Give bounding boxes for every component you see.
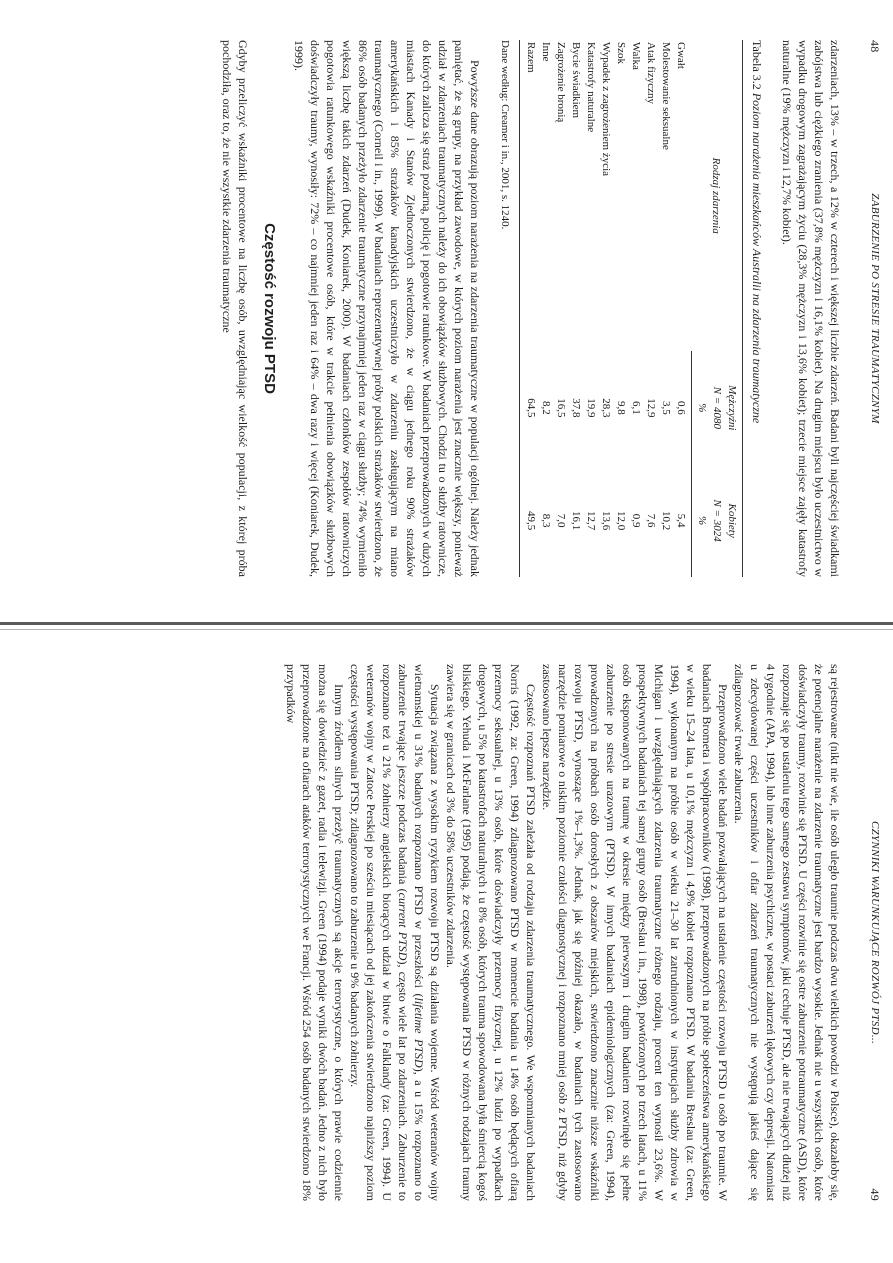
term-current-ptsd: current PTSD bbox=[396, 892, 410, 961]
table-row bbox=[658, 40, 673, 577]
cell-men: 28,3 bbox=[600, 398, 612, 418]
table-row bbox=[598, 40, 613, 577]
table-label: Tabela 3.2 bbox=[750, 40, 764, 90]
cell-women: 13,6 bbox=[600, 510, 612, 531]
cell-category: Szok bbox=[615, 42, 627, 64]
book-gutter-shadow bbox=[0, 622, 893, 625]
col-header-women: Kobiety bbox=[724, 464, 743, 577]
cell-category: Katastrofy naturalne bbox=[585, 42, 597, 133]
running-head-title: CZYNNIKI WARUNKUJĄCE ROZWÓJ PTSD... bbox=[869, 820, 881, 1044]
cell-women: 8,3 bbox=[540, 513, 552, 528]
table-row bbox=[538, 40, 553, 577]
cell-category: Bycie świadkiem bbox=[570, 42, 582, 119]
paragraph-rescue-services: Powyższe dane obrazują poziom narażenia na zdarzenia traumatyczne w populacji ogólnej. Należy jednak pamiętać, że są grupy, na przykład zawodowe, w których poziom narażenia jest znacznie większy, ponieważ udział w zdarzeniach traumatycznych należy do ich obowiązków służbowych. Chodzi tu o służby ratownicze, do których zalicza się straż pożarną, policję i pogotowie ratunkowe. W badaniach przeprowadzonych w dużych miastach Kanady i Stanów Zjednoczonych stwierdzono, że w ciągu jednego roku 90% strażaków amerykańskich i 85% strażaków kanadyjskich uczestniczyło w zdarzeniu zasługującym na miano traumatycznego (Corneil i in., 1999). W badaniach reprezentatywnej próby polskich strażaków stwierdzono, że 86% osób badanych przeżyło zdarzenie traumatyczne przynajmniej jeden raz w ciągu służby; 74% wymieniło większą liczbę takich zdarzeń (Dudek, Koniarek, 2000). W badaniach członków zespołów ratowniczych pogotowia ratunkowego wskaźniki procentowe osób, które w trakcie pełnienia obowiązków służbowych doświadczyły traumy, wynosiły: 72% – co najmniej jeden raz i 64% – dwa razy i więcej (Koniarek, Dudek, 1999). bbox=[292, 40, 482, 577]
page-number: 49 bbox=[868, 1188, 882, 1201]
table-row bbox=[520, 40, 539, 577]
paragraph-studies: Przeprowadzono wiele badań pozwalających na ustalenie częstości rozwoju PTSD u osób po traumie. W badaniach Brometa i współpracowników (1998), przeprowadzonych na próbie społeczeństwa amerykańskiego w wieku 15–24 lata, u 10,1% mężczyzn i 4,9% kobiet rozpoznano PTSD. W badaniu Breslau (za: Green, 1994), wykonanym na próbie osób w wieku 21–30 lat zatrudnionych w instytucjach służby zdrowia w Michigan i uwzględniających zdarzenia traumatyczne różnego rodzaju, procent ten wynosił 23,6%. W prospektywnych badaniach tej samej grupy osób (Breslau i in., 1998), powtórzonych po trzech latach, u 11% osób eksponowanych na traumę w okresie między pierwszym i drugim badaniem rozwinęło się pełne zaburzenie po stresie urazowym (PTSD). W innych badaniach epidemiologicznych (za: Green, 1994), prowadzonych na próbach osób dorosłych z obszarów miejskich, stwierdzono znacznie niższe wskaźniki rozwoju PTSD, wynoszące 1%–1,3%. Jednak, jak się później okazało, w badaniach tych zastosowano narzędzie pomiarowe o niskim poziomie czułości diagnostycznej i rozpoznano mniej osób z PTSD, niż gdyby zastosowano lepsze narzędzie. bbox=[540, 664, 730, 1201]
cell-women: 5,4 bbox=[675, 513, 687, 528]
cell-men: 6,1 bbox=[630, 400, 642, 415]
cell-women: 0,9 bbox=[630, 513, 642, 528]
col-header-men-n: N = 4080 bbox=[711, 386, 723, 429]
cell-women: 12,7 bbox=[585, 510, 597, 531]
col-header-men-unit: % bbox=[692, 351, 710, 464]
table-row bbox=[553, 40, 568, 577]
cell-men: 12,9 bbox=[645, 398, 657, 418]
cell-men: 19,9 bbox=[585, 398, 597, 418]
col-header-category: Rodzaj zdarzenia bbox=[692, 40, 743, 351]
cell-men: 0,6 bbox=[675, 400, 687, 415]
cell-category: Molestowanie seksualne bbox=[660, 42, 672, 150]
running-header bbox=[867, 664, 883, 1201]
cell-women: 12,0 bbox=[615, 510, 627, 531]
cell-category: Razem bbox=[520, 40, 539, 351]
cell-women: 7,6 bbox=[645, 513, 657, 528]
table-row bbox=[673, 40, 692, 577]
col-header-men: Mężczyźni bbox=[724, 351, 743, 464]
war-text-mid: ), a u 15% rozpoznano to zaburzenie trwające jeszcze podczas badania ( bbox=[396, 664, 426, 1201]
exposure-table bbox=[519, 40, 743, 577]
table-caption bbox=[749, 40, 765, 577]
page-48 bbox=[33, 12, 893, 605]
cell-category: Atak fizyczny bbox=[645, 42, 657, 104]
paragraph-event-types: Częstość rozpoznań PTSD zależała od rodzaju zdarzenia traumatycznego. We wspomnianych badaniach Norris (1992, za: Green, 1994) zdiagnozowano PTSD w momencie badania u 14% osób będących ofiarą przemocy seksualnej, u 13% osób, które doświadczyły przemocy fizycznej, u 12% ludzi po wypadkach drogowych, u 5% po katastrofach naturalnych i u 8% osób, których trauma spowodowana była śmiercią kogoś bliskiego. Yehuda i McFarlane (1995) podają, że częstość występowania PTSD w różnych rodzajach traumy zawiera się w granicach od 3% do 58% uczestników zdarzenia. bbox=[444, 664, 538, 1201]
paragraph-registration: są rejestrowane (nikt nie wie, ile osób uległo traumie podczas dwu wielkich powodzi w Polsce), okazałoby się, że potencjalne narażenie na zdarzenie traumatyczne jest bardzo wysokie. Jednak nie u wszystkich osób, które doświadczyły traumy, rozwinie się PTSD. U części rozwinie się ostre zaburzenie potraumatyczne (ASD), które rozpoznaje się po ustaleniu tego samego zestawu symptomów, jaki cechuje PTSD, ale nie trwających dłużej niż 4 tygodnie (APA, 1994), lub inne zaburzenia psychiczne, w postaci zaburzeń lękowych czy depresji. Natomiast u zdecydowanej części uczestników i ofiar zdarzeń traumatycznych nie występują jakieś dające się zdiagnozować trwałe zaburzenia. bbox=[732, 664, 842, 1201]
table-row bbox=[643, 40, 658, 577]
war-text-end: ), często wiele lat po zdarzeniach. Zaburzenie to rozpoznano też u 21% żołnierzy angielskich biorących udział w bitwie o Falklandy (za: Green, 1994). U weteranów wojny w Zatoce Perskiej po sześciu miesiącach od jej zakończenia stwierdzono najniższy poziom częstości występowania PTSD; zdiagnozowano to zaburzenie u 9% badanych żołnierzy. bbox=[348, 664, 410, 1202]
cell-men: 16,5 bbox=[555, 398, 567, 418]
paragraph-war bbox=[347, 664, 443, 1201]
page-number: 48 bbox=[868, 40, 882, 53]
cell-category: Inne bbox=[540, 42, 552, 62]
table-caption-text: Poziom narażenia mieszkańców Australii na zdarzenia traumatyczne bbox=[750, 92, 764, 424]
term-lifetime-ptsd: lifetime PTSD bbox=[412, 997, 426, 1068]
page-body bbox=[219, 40, 843, 577]
cell-men: 8,2 bbox=[540, 400, 552, 415]
cell-women: 49,5 bbox=[520, 464, 539, 577]
page-49 bbox=[33, 636, 893, 1229]
page-body bbox=[283, 664, 843, 1201]
intro-paragraph: zdarzeniach, 13% – w trzech, a 12% w czterech i większej liczbie zdarzeń. Badani byli najczęściej świadkami zabójstwa lub ciężkiego zranienia (37,8% mężczyzn i 16,1% kobiet). Na drugim miejscu było uczestnictwo w wypadku drogowym zagrażającym życiu (28,3% mężczyzn i 13,6% kobiet); trzecie miejsce zajęły katastrofy naturalne (19% mężczyzn i 12,7% kobiet). bbox=[780, 40, 842, 577]
cell-women: 7,0 bbox=[555, 513, 567, 528]
table-row bbox=[583, 40, 598, 577]
cell-men: 64,5 bbox=[520, 351, 539, 464]
running-header bbox=[867, 40, 883, 577]
cell-women: 10,2 bbox=[660, 510, 672, 531]
table-row bbox=[613, 40, 628, 577]
running-head-title: ZABURZENIE PO STRESIE TRAUMATYCZNYM bbox=[869, 193, 881, 424]
cell-men: 9,8 bbox=[615, 400, 627, 415]
cell-category: Gwałt bbox=[675, 42, 688, 69]
paragraph-ptsd-frequency: Gdyby przeliczyć wskaźniki procentowe na liczbę osób, uwzględniając wielkość populacji, z której próba pochodziła, oraz to, że nie wszystkie zdarzenia traumatyczne bbox=[220, 40, 250, 577]
table-row bbox=[628, 40, 643, 577]
table-source: Dane według: Creamer i in., 2001, s. 1240. bbox=[499, 40, 511, 230]
cell-men: 37,8 bbox=[570, 398, 582, 418]
section-heading: Częstość rozwoju PTSD bbox=[261, 223, 278, 394]
cell-women: 16,1 bbox=[570, 510, 582, 531]
cell-men: 3,5 bbox=[660, 400, 672, 415]
cell-category: Walka bbox=[630, 42, 642, 70]
cell-category: Zagrożenie bronią bbox=[555, 42, 567, 123]
war-text-start: Sytuacja związana z wysokim ryzykiem rozwoju PTSD są działania wojenne. Wśród weteranów wojny wietnamskiej u 31% badanych rozpoznano PTSD w przeszłości ( bbox=[412, 664, 442, 1201]
paragraph-terrorism: Innym źródłem silnych przeżyć traumatycznych są akcje terrorystyczne, o których prawie codziennie można się dowiedzieć z gazet, radia i telewizji. Green (1994) podaje wyniki dwóch badań. Jedno z nich było przeprowadzone na ofiarach ataków terrorystycznych we Francji. Wśród 254 osób badanych stwierdzono 18% przypadków bbox=[284, 664, 346, 1201]
col-header-women-n: N = 3024 bbox=[711, 499, 723, 542]
col-header-women-unit: % bbox=[692, 464, 710, 577]
book-gutter-line bbox=[0, 629, 893, 630]
cell-category: Wypadek z zagrożeniem życia bbox=[600, 42, 612, 177]
table-row bbox=[568, 40, 583, 577]
